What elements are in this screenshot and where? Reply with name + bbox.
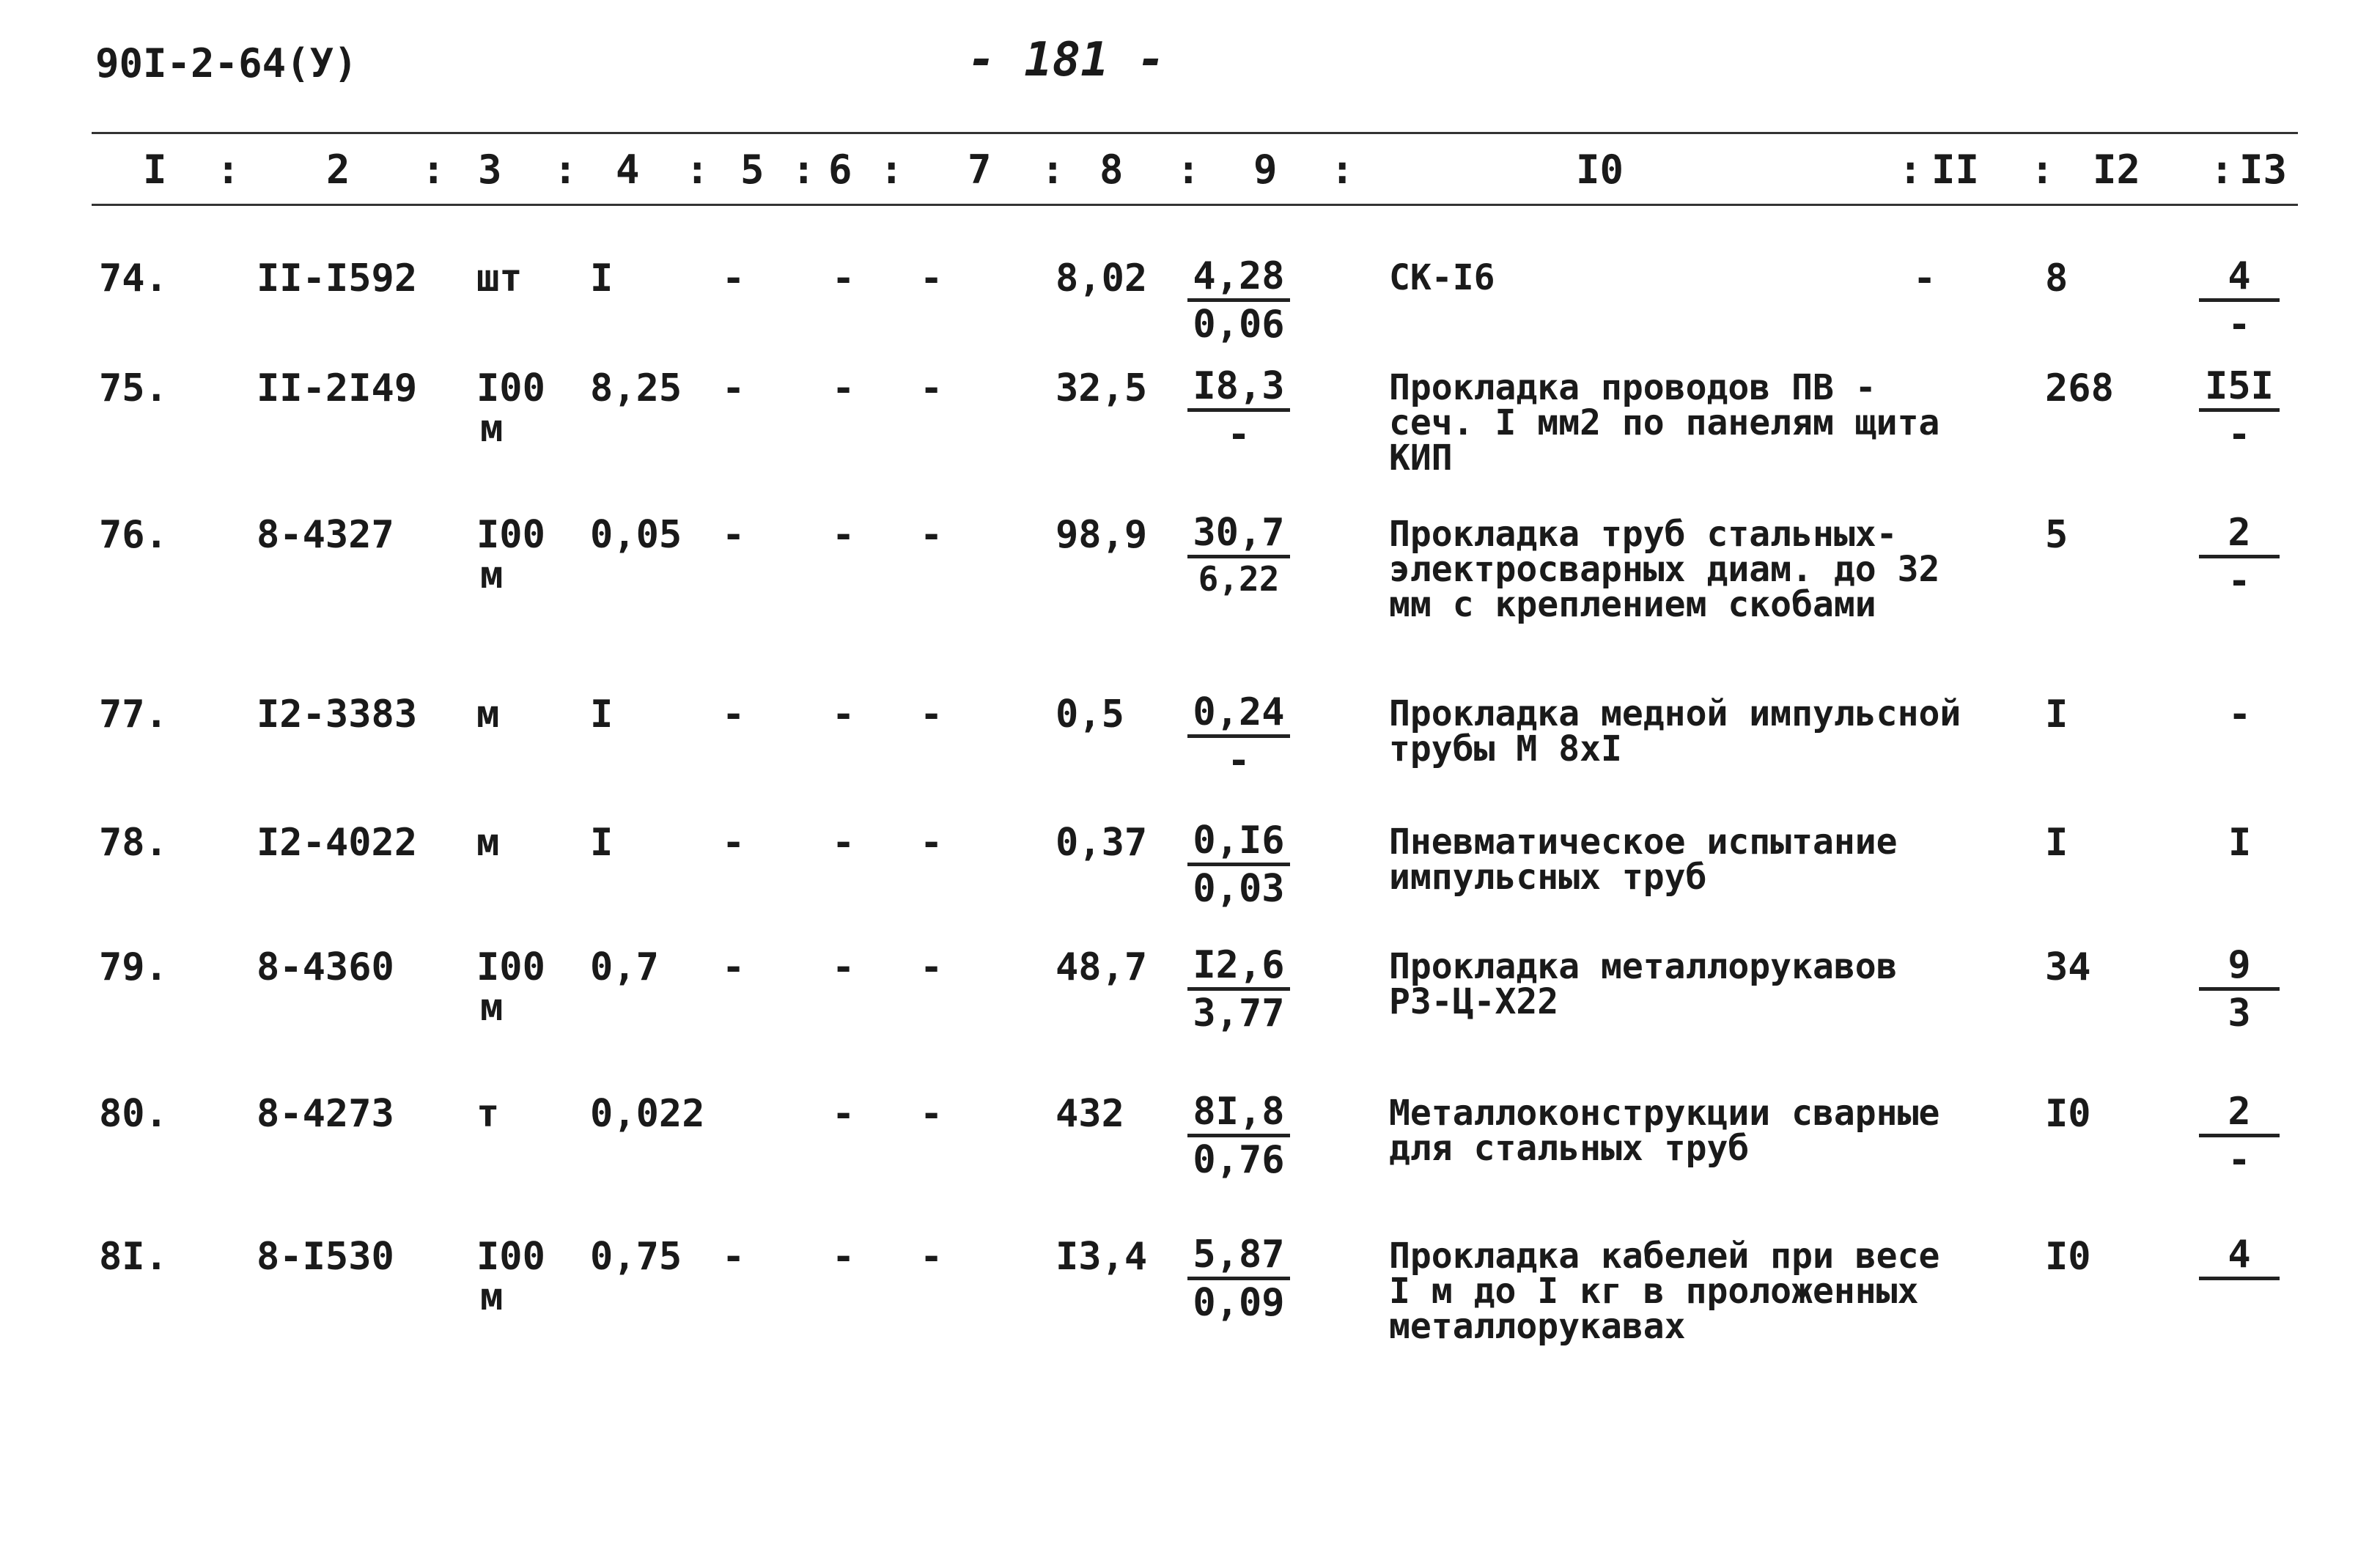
quantity: 0,022 [590,1092,705,1136]
price-code: 8-4273 [257,1092,394,1136]
col13-fraction [2199,364,2280,457]
col6-value: - [832,256,855,300]
document-code: 90I-2-64(У) [95,40,358,86]
col13-numerator: 2 [2199,1092,2280,1137]
col13-fraction [2199,945,2280,1033]
work-description: Прокладка труб стальных-электросварных диам. до 32 мм с креплением скобами [1389,514,1940,625]
col7-value: - [920,366,943,410]
col-header-9: 9 [1253,147,1278,193]
page-number: - 181 - [968,33,1165,87]
col9-numerator: I8,3 [1187,366,1290,412]
work-description: Прокладка проводов ПВ - сеч. I мм2 по панелям щита КИП [1389,367,1940,479]
col9-fraction [1187,821,1290,909]
unit-line2: м [480,1275,504,1319]
row-number: 8I. [99,1235,168,1279]
col12-value: I0 [2045,1235,2091,1279]
col5-value: - [722,821,745,865]
col7-value: - [920,513,943,557]
col8-value: 48,7 [1055,945,1148,989]
unit: I00 [476,1235,545,1279]
work-description: СК-I6 [1389,257,1495,298]
col13-fraction [2199,1235,2280,1280]
col5-value: - [722,693,745,736]
col6-value: - [832,1092,855,1136]
row-number: 77. [99,693,168,736]
col8-value: I3,4 [1055,1235,1148,1279]
col-header-11: II [1931,147,1980,193]
unit: I00 [476,366,545,410]
col9-numerator: 0,I6 [1187,821,1290,866]
col-header-1: I [143,147,167,193]
col13-fraction [2199,513,2280,601]
work-description: Пневматическое испытание импульсных труб [1389,822,1898,898]
col8-value: 98,9 [1055,513,1148,557]
col9-numerator: 4,28 [1187,256,1290,302]
col13-numerator: 4 [2199,1235,2280,1280]
col9-denominator: 3,77 [1193,991,1285,1035]
col9-fraction [1187,364,1290,457]
col9-denominator: 0,09 [1193,1280,1285,1325]
quantity: 8,25 [590,366,682,410]
col-header-6: 6 [828,147,852,193]
col13-numerator: 2 [2199,513,2280,558]
col9-denominator: 0,03 [1193,866,1285,911]
row-number: 74. [99,256,168,300]
col11-value: - [1913,256,1937,300]
unit-line2: м [480,407,504,451]
col13-numerator: I5I [2199,366,2280,412]
col-header-10: I0 [1576,147,1624,193]
work-description: Металлоконструкции сварные для стальных труб [1389,1093,1940,1169]
col13-value: I [2228,821,2252,865]
col12-value: 268 [2045,366,2114,410]
quantity: I [590,256,614,300]
col9-fraction [1187,945,1290,1033]
col8-value: 32,5 [1055,366,1148,410]
col12-value: 34 [2045,945,2091,989]
price-code: 8-4327 [257,513,394,557]
unit: I00 [476,945,545,989]
quantity: I [590,821,614,865]
col13-denominator: 3 [2228,991,2251,1035]
col7-value: - [920,256,943,300]
col5-value: - [722,945,745,989]
price-code: I2-3383 [257,693,418,736]
col7-value: - [920,945,943,989]
col6-value: - [832,693,855,736]
col6-value: - [832,821,855,865]
col-header-7: 7 [968,147,992,193]
col-header-4: 4 [616,147,640,193]
col13-fraction [2199,254,2280,347]
col9-denominator: 0,76 [1193,1137,1285,1182]
col12-value: 5 [2045,513,2068,557]
col9-fraction [1187,254,1290,347]
row-number: 80. [99,1092,168,1136]
unit: I00 [476,513,545,557]
work-description: Прокладка медной импульсной трубы М 8хI [1389,693,1961,769]
col13-fraction [2199,1092,2280,1180]
col13-numerator: 9 [2199,945,2280,991]
col13-denominator: - [2228,302,2251,347]
col-header-8: 8 [1099,147,1124,193]
col9-denominator: - [1227,738,1250,783]
row-number: 79. [99,945,168,989]
col13-denominator: - [2228,412,2251,457]
col7-value: - [920,1235,943,1279]
col9-numerator: I2,6 [1187,945,1290,991]
quantity: 0,75 [590,1235,682,1279]
col9-fraction [1187,1092,1290,1180]
col-header-3: 3 [478,147,502,193]
row-number: 78. [99,821,168,865]
price-code: I2-4022 [257,821,418,865]
price-code: II-2I49 [257,366,418,410]
unit: м [476,821,500,865]
col9-numerator: 5,87 [1187,1235,1290,1280]
col9-numerator: 0,24 [1187,693,1290,738]
col13-numerator: 4 [2199,256,2280,302]
col9-numerator: 8I,8 [1187,1092,1290,1137]
col12-value: 8 [2045,256,2068,300]
col6-value: - [832,945,855,989]
col9-fraction [1187,513,1290,597]
col-header-12: I2 [2093,147,2141,193]
col8-value: 432 [1055,1092,1124,1136]
header-top-rule [92,132,2298,134]
quantity: 0,05 [590,513,682,557]
col13-value: - [2228,693,2252,736]
col9-denominator: 6,22 [1198,558,1280,599]
row-number: 75. [99,366,168,410]
col13-denominator: - [2228,558,2251,603]
col7-value: - [920,693,943,736]
col9-fraction [1187,690,1290,783]
work-description: Прокладка кабелей при весе I м до I кг в проложенных металлорукавах [1389,1236,1940,1347]
col-header-5: 5 [740,147,765,193]
price-code: 8-I530 [257,1235,394,1279]
row-number: 76. [99,513,168,557]
col6-value: - [832,513,855,557]
work-description: Прокладка металлорукавов РЗ-Ц-Х22 [1389,946,1898,1022]
col12-value: I [2045,693,2068,736]
price-code: 8-4360 [257,945,394,989]
col-header-13: I3 [2239,147,2288,193]
unit: м [476,693,500,736]
quantity: 0,7 [590,945,659,989]
col6-value: - [832,366,855,410]
col9-denominator: 0,06 [1193,302,1285,347]
unit: т [476,1092,500,1136]
col9-numerator: 30,7 [1187,513,1290,558]
col6-value: - [832,1235,855,1279]
unit-line2: м [480,986,504,1030]
col12-value: I0 [2045,1092,2091,1136]
col7-value: - [920,821,943,865]
col7-value: - [920,1092,943,1136]
col8-value: 0,37 [1055,821,1148,865]
col5-value: - [722,366,745,410]
col12-value: I [2045,821,2068,865]
col9-fraction [1187,1235,1290,1323]
unit-line2: м [480,553,504,597]
col8-value: 8,02 [1055,256,1148,300]
col13-denominator: - [2228,1137,2251,1182]
col5-value: - [722,256,745,300]
col9-denominator: - [1227,412,1250,457]
unit: шт [476,256,523,300]
quantity: I [590,693,614,736]
col-header-2: 2 [326,147,350,193]
header-bottom-rule [92,204,2298,206]
price-code: II-I592 [257,256,418,300]
col8-value: 0,5 [1055,693,1124,736]
col5-value: - [722,513,745,557]
col5-value: - [722,1235,745,1279]
